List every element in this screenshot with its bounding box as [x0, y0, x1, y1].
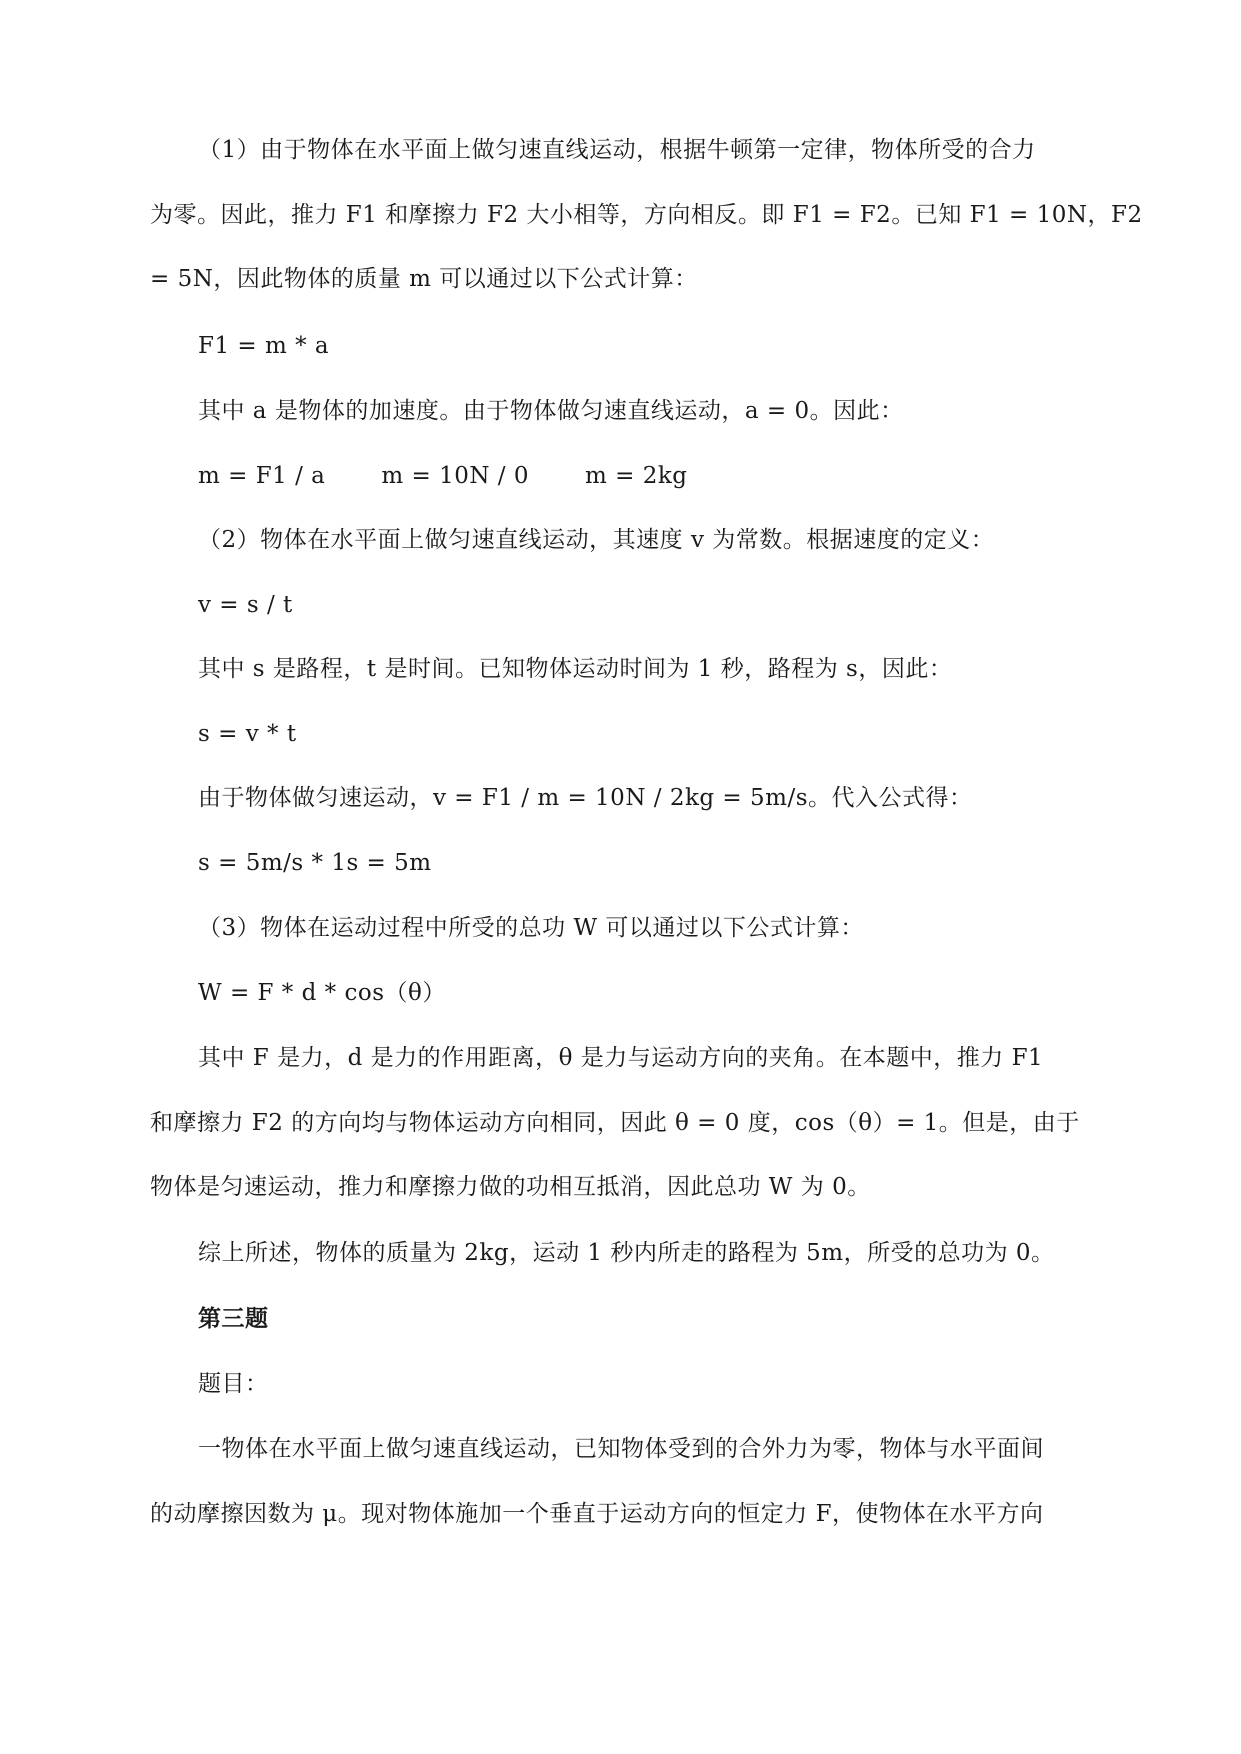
- paragraph-question-line1: 一物体在水平面上做匀速直线运动，已知物体受到的合外力为零，物体与水平面间: [198, 1436, 1044, 1462]
- paragraph-part1-line1: （1）由于物体在水平面上做匀速直线运动，根据牛顿第一定律，物体所受的合力: [198, 137, 1036, 163]
- paragraph-work-line3: 物体是匀速运动，推力和摩擦力做的功相互抵消，因此总功 W 为 0。: [150, 1174, 871, 1200]
- paragraph-distance-time: 其中 s 是路程，t 是时间。已知物体运动时间为 1 秒，路程为 s，因此：: [198, 656, 953, 682]
- paragraph-work-line2: 和摩擦力 F2 的方向均与物体运动方向相同，因此 θ = 0 度，cos（θ）= 1。但是，由于: [150, 1110, 1080, 1136]
- formula-velocity: v = s / t: [198, 592, 293, 618]
- paragraph-part3: （3）物体在运动过程中所受的总功 W 可以通过以下公式计算：: [198, 915, 864, 941]
- formula-mass-row: [198, 461, 688, 491]
- paragraph-part2: （2）物体在水平面上做匀速直线运动，其速度 v 为常数。根据速度的定义：: [198, 527, 995, 553]
- section-heading-question3: 第三题: [198, 1305, 269, 1332]
- formula-distance-result: s = 5m/s * 1s = 5m: [198, 850, 432, 876]
- paragraph-part1-line2: 为零。因此，推力 F1 和摩擦力 F2 大小相等，方向相反。即 F1 = F2。已知 F1 = 10N，F2: [150, 202, 1143, 228]
- paragraph-question-line2: 的动摩擦因数为 μ。现对物体施加一个垂直于运动方向的恒定力 F，使物体在水平方向: [150, 1501, 1044, 1527]
- paragraph-acceleration: 其中 a 是物体的加速度。由于物体做匀速直线运动，a = 0。因此：: [198, 398, 904, 424]
- formula-mass-2: m = 10N / 0: [381, 463, 529, 489]
- paragraph-work-line1: 其中 F 是力，d 是力的作用距离，θ 是力与运动方向的夹角。在本题中，推力 F1: [198, 1045, 1044, 1071]
- formula-distance: s = v * t: [198, 721, 297, 747]
- paragraph-part1-line3: = 5N，因此物体的质量 m 可以通过以下公式计算：: [150, 266, 698, 292]
- paragraph-summary: 综上所述，物体的质量为 2kg，运动 1 秒内所走的路程为 5m，所受的总功为 0。: [198, 1240, 1055, 1266]
- formula-mass-1: m = F1 / a: [198, 463, 326, 489]
- formula-work: W = F * d * cos（θ）: [198, 980, 446, 1006]
- label-question: 题目：: [198, 1371, 269, 1397]
- formula-f1: F1 = m * a: [198, 333, 330, 359]
- formula-mass-3: m = 2kg: [585, 463, 688, 489]
- paragraph-velocity-calc: 由于物体做匀速运动，v = F1 / m = 10N / 2kg = 5m/s。代入公式得：: [198, 785, 973, 811]
